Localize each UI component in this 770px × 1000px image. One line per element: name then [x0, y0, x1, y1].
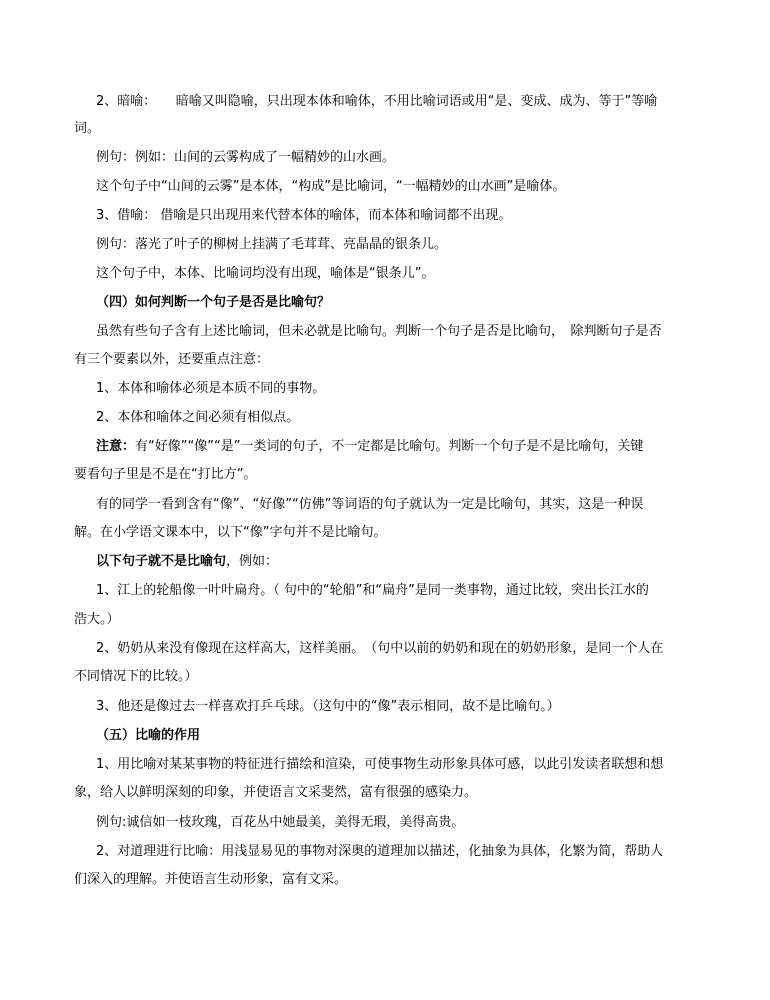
section-heading-5: （五）比喻的作用 [96, 728, 201, 743]
paragraph-line: 有的同学一看到含有“像”、“好像”“仿佛”等词语的句子就认为一定是比喻句，其实，这是一种误 [96, 497, 644, 512]
list-item: 3、他还是像过去一样喜欢打乒乓球。（这句中的“像”表示相同，故不是比喻句。） [96, 699, 560, 714]
list-item: 2、奶奶从来没有像现在这样高大，这样美丽。 （句中以前的奶奶和现在的奶奶形象，是同一个人在 [96, 641, 664, 656]
paragraph-line: 2、暗喻： 暗喻又叫隐喻，只出现本体和喻体，不用比喻词语或用“是、变成、成为、等于”等喻 [96, 94, 658, 109]
paragraph-line: 们深入的理解。并使语言生动形象，富有文采。 [74, 872, 348, 887]
example-line: 例句：落光了叶子的柳树上挂满了毛茸茸、亮晶晶的银条儿。 [96, 237, 448, 252]
paragraph-line: 3、借喻： 借喻是只出现用来代替本体的喻体，而本体和喻词都不出现。 [96, 208, 512, 223]
paragraph-line: 解。在小学语文课本中，以下“像”字句并不是比喻句。 [74, 525, 387, 540]
paragraph-line: 象，给人以鲜明深刻的印象，并使语言文采斐然，富有很强的感染力。 [74, 785, 478, 800]
list-item: 2、本体和喻体之间必须有相似点。 [96, 410, 300, 425]
example-line: 例句：例如：山间的云雾构成了一幅精妙的山水画。 [96, 150, 396, 165]
note-line [96, 439, 726, 455]
subheading-line [96, 554, 726, 570]
list-item: 2、对道理进行比喻：用浅显易见的事物对深奥的道理加以描述，化抽象为具体，化繁为简，帮助人 [96, 844, 664, 859]
paragraph-line: 这个句子中，本体、比喻词均没有出现，喻体是“银条儿”。 [96, 266, 435, 281]
paragraph-line: 要看句子里是不是在“打比方”。 [74, 467, 257, 482]
list-item: 1、本体和喻体必须是本质不同的事物。 [96, 381, 326, 396]
list-item: 1、江上的轮船像一叶叶扁舟。（ 句中的“轮船”和“扁舟”是同一类事物，通过比较，突出长江水的 [96, 583, 649, 598]
lead-rest: ，例如： [226, 554, 279, 569]
paragraph-line: 这个句子中“山间的云雾”是本体，“构成”是比喻词，“一幅精妙的山水画”是喻体。 [96, 179, 566, 194]
note-text: 有“好像”“像”“是”一类词的句子，不一定都是比喻句。判断一个句子是不是比喻句，关键 [135, 439, 644, 454]
example-line: 例句:诚信如一枝玫瑰，百花丛中她最美，美得无瑕，美得高贵。 [96, 815, 465, 830]
paragraph-line: 词。 [74, 121, 101, 136]
list-item: 1、用比喻对某某事物的特征进行描绘和渲染，可使事物生动形象具体可感，以此引发读者联想和想 [96, 757, 664, 772]
paragraph-line: 虽然有些句子含有上述比喻词，但未必就是比喻句。判断一个句子是否是比喻句， 除判断句子是否 [96, 324, 662, 339]
paragraph-line: 不同情况下的比较。） [74, 669, 198, 684]
paragraph-line: 有三个要素以外，还要重点注意： [74, 352, 270, 367]
section-heading-4: （四）如何判断一个句子是否是比喻句？ [96, 295, 331, 310]
bold-lead: 以下句子就不是比喻句 [96, 554, 227, 569]
paragraph-line: 浩大。） [74, 612, 120, 627]
note-label: 注意： [96, 439, 136, 454]
